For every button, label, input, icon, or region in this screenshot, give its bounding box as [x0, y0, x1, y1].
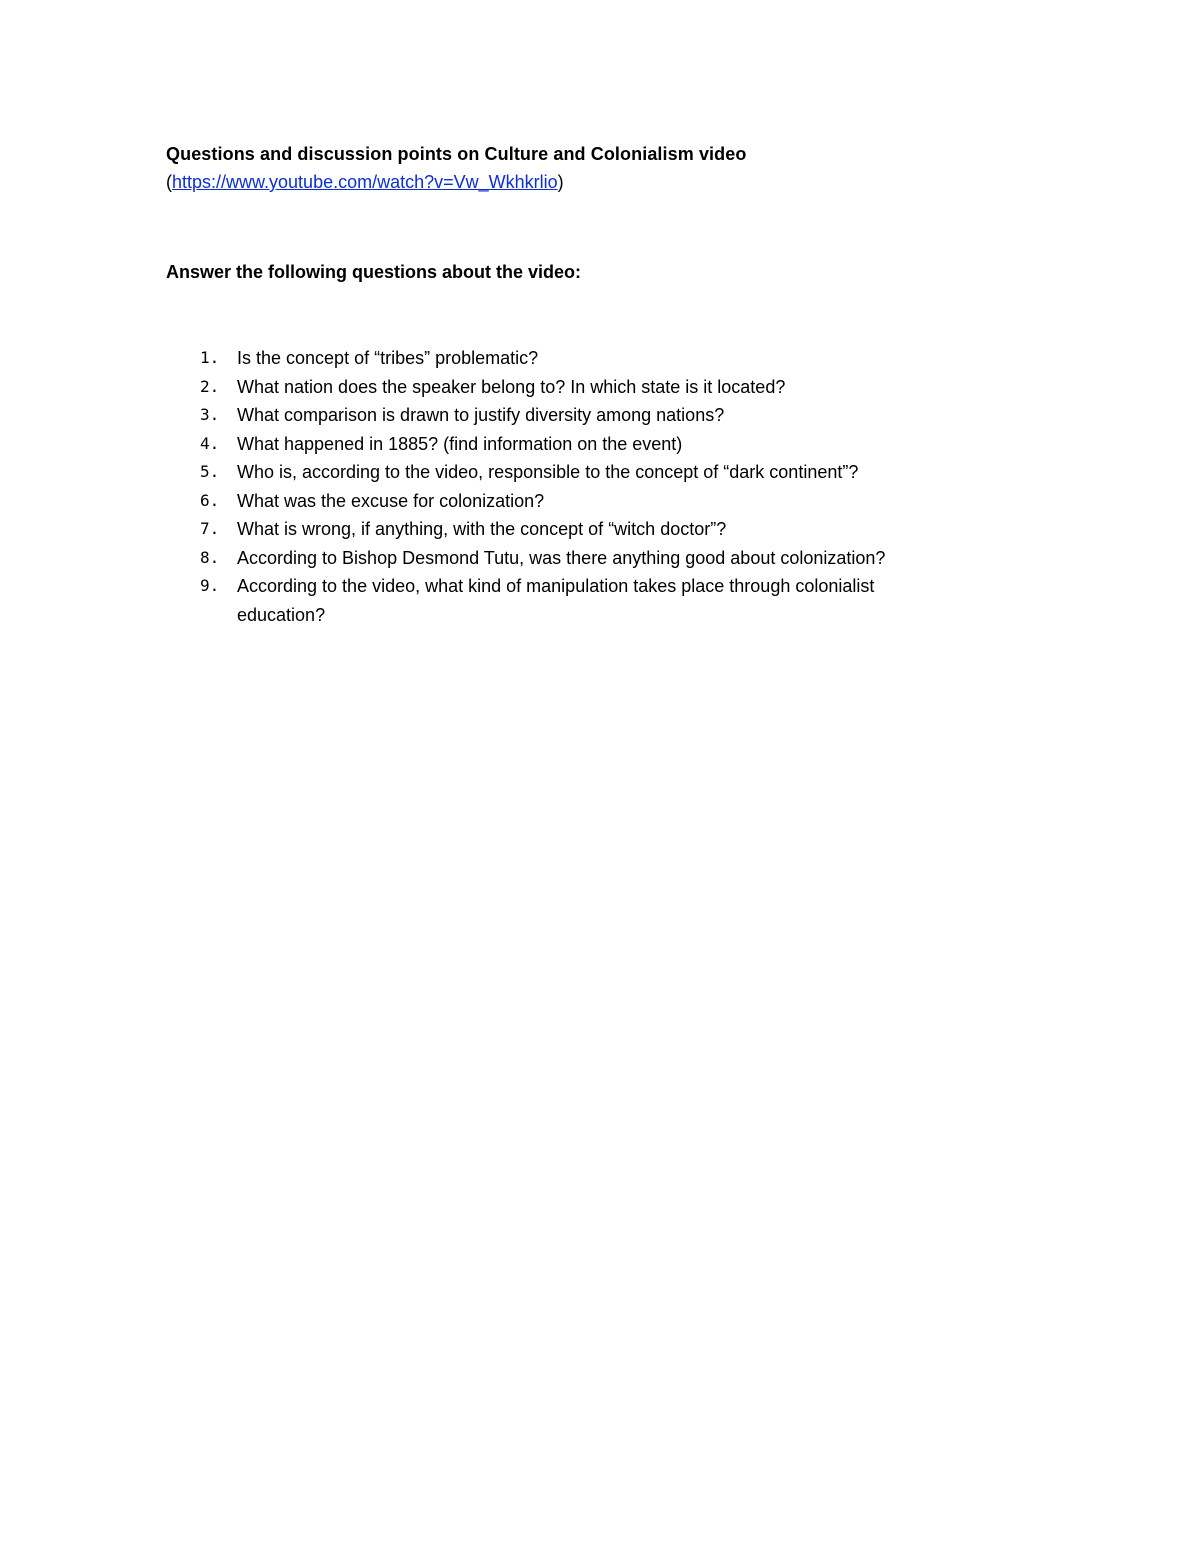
- question-number: 2.: [200, 376, 220, 396]
- list-item: [166, 430, 1026, 459]
- question-number: 7.: [200, 519, 220, 538]
- list-item: [166, 373, 1026, 402]
- video-link[interactable]: https://www.youtube.com/watch?v=Vw_Wkhkrlio: [172, 172, 558, 192]
- document-title: Questions and discussion points on Culture and Colonialism video: [166, 144, 747, 164]
- question-text: According to the video, what kind of manipulation takes place through colonialist education?: [237, 576, 875, 625]
- question-text: What was the excuse for colonization?: [237, 490, 545, 511]
- list-item: [166, 458, 1026, 487]
- question-number: 1.: [200, 348, 220, 367]
- question-number: 3.: [200, 405, 220, 424]
- document-content: [166, 140, 1026, 625]
- question-number: 8.: [200, 547, 220, 567]
- question-number: 4.: [200, 433, 220, 453]
- question-text: According to Bishop Desmond Tutu, was there anything good about colonization?: [237, 547, 886, 568]
- question-text: What happened in 1885? (find information on the event): [237, 433, 683, 454]
- question-list: [166, 344, 1026, 629]
- list-item: [166, 544, 1026, 573]
- link-close-paren: ): [557, 172, 564, 192]
- question-text: Who is, according to the video, responsible to the concept of “dark continent”?: [237, 462, 859, 482]
- question-number: 5.: [200, 462, 220, 481]
- question-text: What comparison is drawn to justify diversity among nations?: [237, 405, 725, 425]
- list-item: [166, 515, 1026, 544]
- link-open-paren: (: [166, 172, 172, 192]
- question-text: What is wrong, if anything, with the concept of “witch doctor”?: [237, 519, 727, 539]
- video-link-line: [166, 168, 1026, 196]
- list-item: [166, 572, 1026, 629]
- question-number: 9.: [200, 576, 220, 595]
- question-number: 6.: [200, 490, 220, 510]
- list-item: [166, 401, 1026, 430]
- list-item: [166, 344, 1026, 373]
- question-text: What nation does the speaker belong to? In which state is it located?: [237, 376, 786, 397]
- instruction-heading: Answer the following questions about the video:: [166, 262, 582, 282]
- question-text: Is the concept of “tribes” problematic?: [237, 348, 539, 368]
- list-item: [166, 487, 1026, 516]
